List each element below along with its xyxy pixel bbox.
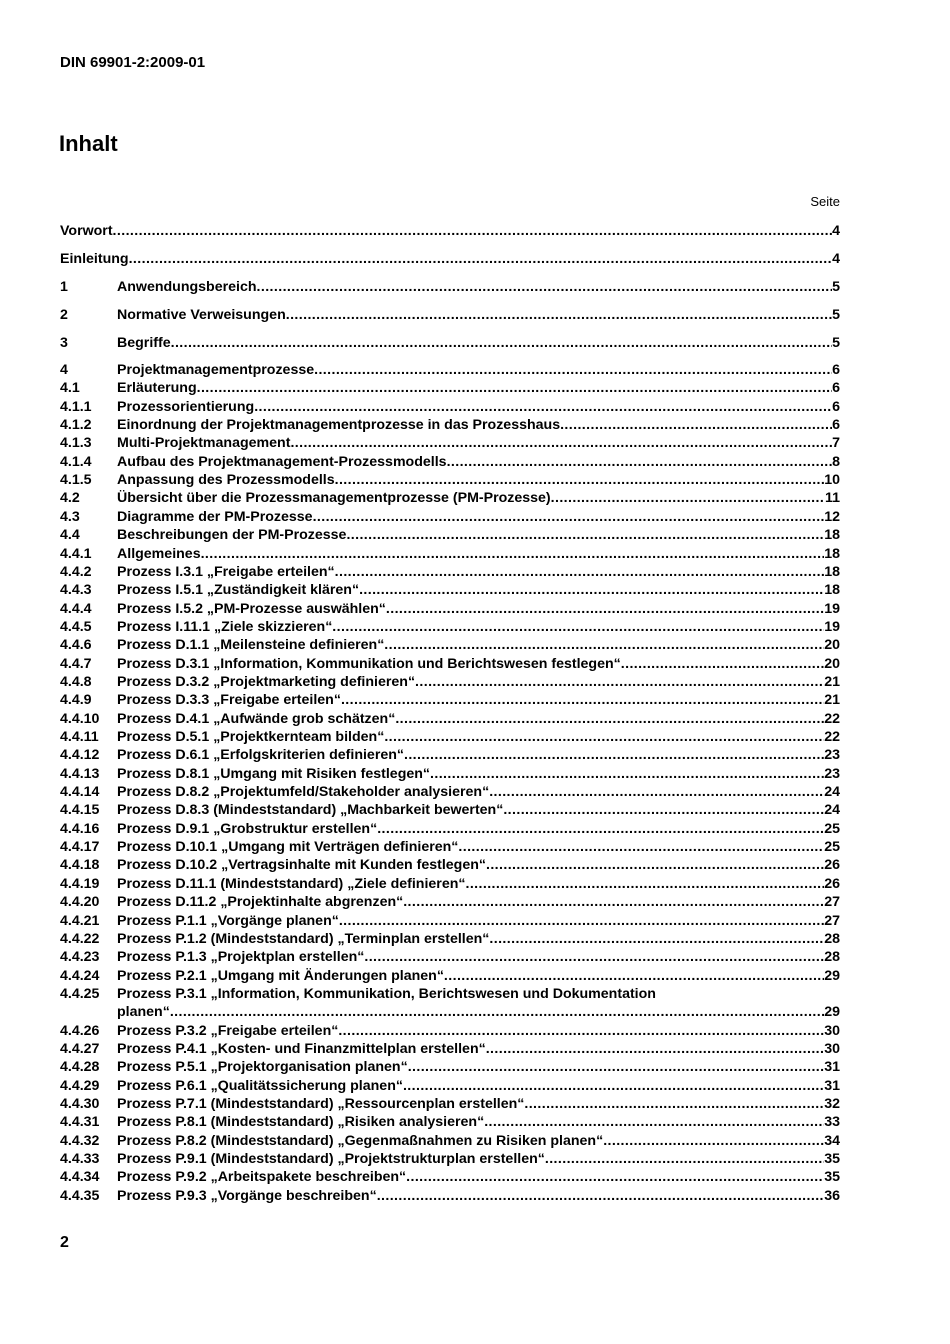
toc-entry[interactable] — [60, 728, 840, 746]
toc-entry[interactable] — [60, 398, 840, 416]
toc-dot-leader — [403, 893, 824, 911]
toc-entry-title: Prozess P.1.1 „Vorgänge planen“ — [117, 912, 339, 929]
toc-entry-number: 4.4.27 — [60, 1040, 100, 1057]
toc-dot-leader — [406, 1168, 824, 1186]
toc-entry-number: 4.2 — [60, 490, 80, 507]
toc-dot-leader — [430, 765, 824, 783]
toc-entry[interactable] — [60, 967, 840, 985]
toc-entry-number: 4.4.3 — [60, 582, 92, 599]
toc-entry-title: Prozess D.10.1 „Umgang mit Verträgen definieren“ — [117, 839, 459, 856]
toc-entry[interactable] — [60, 434, 840, 452]
toc-entry-page: 6 — [832, 380, 840, 397]
toc-dot-leader — [384, 728, 824, 746]
toc-entry-page: 19 — [824, 600, 840, 617]
toc-entry[interactable] — [60, 489, 840, 507]
toc-entry-number: 4.4.28 — [60, 1059, 100, 1076]
toc-entry-page: 7 — [832, 435, 840, 452]
toc-entry[interactable] — [60, 746, 840, 764]
toc-entry-title: Prozess P.1.2 (Mindeststandard) „Terminplan erstellen“ — [117, 930, 490, 947]
toc-entry-title: Prozess D.5.1 „Projektkernteam bilden“ — [117, 729, 385, 745]
toc-entry-page: 18 — [824, 545, 840, 562]
toc-entry[interactable] — [60, 893, 840, 911]
toc-entry[interactable] — [60, 508, 840, 526]
toc-entry-number: 4.4.13 — [60, 765, 100, 782]
toc-entry-page: 8 — [832, 453, 840, 470]
toc-entry-page: 27 — [824, 894, 840, 911]
toc-entry-title: Prozess P.9.2 „Arbeitspakete beschreiben“ — [117, 1169, 407, 1186]
toc-entry-page: 26 — [824, 875, 840, 892]
toc-entry-title: Prozess P.1.3 „Projektplan erstellen“ — [117, 949, 365, 966]
toc-entry-number: 4.4.16 — [60, 820, 100, 837]
toc-dot-leader — [313, 508, 825, 526]
toc-entry-page: 23 — [824, 747, 840, 764]
toc-entry-number: 4.4.18 — [60, 857, 100, 874]
toc-dot-leader — [359, 581, 824, 599]
toc-entry-page: 22 — [824, 729, 840, 745]
toc-entry-page: 22 — [824, 710, 840, 727]
toc-entry-title: Prozess D.6.1 „Erfolgskriterien definieren“ — [117, 747, 404, 764]
toc-entry-page: 19 — [824, 618, 840, 635]
toc-entry[interactable] — [60, 1113, 840, 1131]
toc-entry-number: 4.4.29 — [60, 1077, 100, 1094]
toc-entry-number: 4.3 — [60, 508, 80, 525]
toc-entry-number: 4.4.35 — [60, 1187, 100, 1204]
toc-entry-page: 31 — [824, 1059, 840, 1076]
toc-entry-title: Prozess D.8.1 „Umgang mit Risiken festlegen“ — [117, 765, 431, 782]
page-title: Inhalt — [59, 131, 118, 156]
toc-entry-title: Prozess P.4.1 „Kosten- und Finanzmittelplan erstellen“ — [117, 1040, 486, 1057]
toc-entry-page: 20 — [824, 655, 840, 672]
toc-entry-title: Aufbau des Projektmanagement-Prozessmodells — [117, 453, 447, 470]
toc-entry-number: 4 — [60, 362, 68, 378]
toc-entry[interactable] — [60, 930, 840, 948]
toc-entry-number: 4.4.26 — [60, 1022, 100, 1039]
toc-entry-title: Begriffe — [117, 335, 171, 351]
toc-entry-number: 4.4.9 — [60, 692, 92, 709]
toc-entry-number: 4.4.15 — [60, 802, 100, 819]
toc-entry-page: 18 — [824, 563, 840, 580]
toc-dot-leader — [364, 948, 824, 966]
toc-dot-leader — [335, 563, 825, 581]
toc-dot-leader — [341, 691, 824, 709]
toc-entry-page: 21 — [824, 692, 840, 709]
toc-entry-page: 35 — [824, 1151, 840, 1168]
toc-entry-number: 4.4.11 — [60, 729, 99, 745]
toc-entry-title: Allgemeines — [117, 545, 201, 562]
toc-entry[interactable] — [60, 526, 840, 544]
toc-entry[interactable] — [60, 600, 840, 618]
toc-entry-page: 5 — [832, 335, 840, 351]
toc-entry-number: 4.4.24 — [60, 967, 100, 984]
toc-entry-page: 12 — [824, 508, 840, 525]
toc-dot-leader — [403, 1077, 824, 1095]
toc-entry-title: Anpassung des Prozessmodells — [117, 472, 335, 489]
toc-entry-title: Prozess I.3.1 „Freigabe erteilen“ — [117, 563, 335, 580]
toc-entry-page: 24 — [824, 802, 840, 819]
toc-entry[interactable] — [60, 985, 840, 1003]
toc-entry-title: Prozess D.10.2 „Vertragsinhalte mit Kunden festlegen“ — [117, 857, 486, 874]
toc-dot-leader — [377, 1187, 825, 1205]
toc-entry-page: 29 — [824, 1004, 840, 1021]
toc-entry[interactable] — [60, 453, 840, 471]
toc-entry[interactable] — [60, 691, 840, 709]
page-column-label: Seite — [810, 194, 840, 209]
toc-entry-number: 4.4.10 — [60, 710, 100, 727]
toc-entry-number: 4.4.14 — [60, 784, 100, 801]
toc-entry-title: Erläuterung — [117, 380, 197, 397]
toc-dot-leader — [447, 453, 833, 471]
toc-dot-leader — [621, 655, 824, 673]
toc-entry-title: Projektmanagementprozesse — [117, 362, 315, 378]
toc-entry-title: Prozess I.5.2 „PM-Prozesse auswählen“ — [117, 600, 386, 617]
toc-entry-title: Multi-Projektmanagement — [117, 435, 291, 452]
toc-entry-page: 21 — [824, 673, 840, 690]
toc-entry-title: Prozess P.8.1 (Mindeststandard) „Risiken analysieren“ — [117, 1114, 485, 1131]
toc-dot-leader — [377, 820, 824, 838]
toc-entry-page: 18 — [824, 582, 840, 599]
toc-dot-leader — [551, 489, 825, 507]
toc-entry-number: 4.4.4 — [60, 600, 92, 617]
toc-entry-page: 11 — [825, 490, 840, 507]
toc-entry-title: planen“ — [117, 1004, 170, 1021]
toc-entry[interactable] — [60, 1022, 840, 1040]
toc-entry-title: Prozess D.8.3 (Mindeststandard) „Machbarkeit bewerten“ — [117, 802, 504, 819]
toc-entry-number: 4.4.22 — [60, 930, 100, 947]
toc-dot-leader — [465, 875, 824, 893]
toc-entry-title: Prozess D.8.2 „Projektumfeld/Stakeholder analysieren“ — [117, 784, 490, 801]
toc-entry-number: 2 — [60, 307, 68, 323]
toc-entry[interactable] — [60, 1077, 840, 1095]
toc-entry[interactable] — [60, 636, 840, 654]
toc-entry-page: 23 — [824, 765, 840, 782]
toc-entry[interactable] — [60, 838, 840, 856]
toc-entry[interactable] — [60, 581, 840, 599]
page-number: 2 — [60, 1234, 69, 1251]
toc-dot-leader — [408, 1058, 825, 1076]
toc-entry-title: Prozess P.8.2 (Mindeststandard) „Gegenmaßnahmen zu Risiken planen“ — [117, 1132, 604, 1149]
toc-entry[interactable] — [60, 563, 840, 581]
toc-entry-page: 35 — [824, 1169, 840, 1186]
toc-entry[interactable] — [60, 1095, 840, 1113]
toc-entry-title: Prozess P.3.2 „Freigabe erteilen“ — [117, 1022, 339, 1039]
toc-entry-title: Prozess P.6.1 „Qualitätssicherung planen“ — [117, 1077, 403, 1094]
toc-entry[interactable] — [60, 856, 840, 874]
toc-entry-title: Prozess P.3.1 „Information, Kommunikation, Berichtswesen und Dokumentation — [117, 985, 656, 1002]
toc-entry-title: Prozess D.11.2 „Projektinhalte abgrenzen“ — [117, 894, 404, 911]
toc-entry-title: Prozess P.5.1 „Projektorganisation planen“ — [117, 1059, 408, 1076]
toc-entry-title: Vorwort — [60, 223, 113, 239]
toc-entry-number: 4.1.1 — [60, 398, 92, 415]
toc-entry-page: 34 — [824, 1132, 840, 1149]
toc-entry-number: 4.4.33 — [60, 1151, 100, 1168]
toc-entry[interactable] — [60, 278, 840, 296]
toc-entry-page: 4 — [832, 223, 840, 239]
toc-entry[interactable] — [60, 710, 840, 728]
toc-entry-page: 5 — [832, 279, 840, 295]
toc-dot-leader — [332, 618, 824, 636]
toc-entry[interactable] — [60, 673, 840, 691]
toc-entry-title: Anwendungsbereich — [117, 279, 257, 295]
toc-entry-number: 4.4.6 — [60, 637, 92, 654]
toc-dot-leader — [415, 673, 824, 691]
toc-entry-page: 36 — [824, 1187, 840, 1204]
toc-entry-number: 4.1.4 — [60, 453, 92, 470]
toc-entry-title: Prozess D.4.1 „Aufwände grob schätzen“ — [117, 710, 396, 727]
toc-dot-leader — [524, 1095, 824, 1113]
toc-dot-leader — [201, 545, 825, 563]
toc-entry-title: Prozess I.5.1 „Zuständigkeit klären“ — [117, 582, 360, 599]
toc-entry[interactable] — [60, 306, 840, 324]
toc-entry-number: 4.1.5 — [60, 472, 92, 489]
toc-entry-number: 1 — [60, 279, 68, 295]
toc-entry-number: 4.4.8 — [60, 673, 92, 690]
toc-entry-number: 4.4.25 — [60, 985, 100, 1002]
toc-entry-page: 25 — [824, 839, 840, 856]
toc-entry[interactable] — [60, 379, 840, 397]
toc-entry-page: 10 — [824, 472, 840, 489]
toc-entry-number: 4.4.31 — [60, 1114, 100, 1131]
toc-dot-leader — [489, 783, 824, 801]
toc-entry[interactable] — [60, 801, 840, 819]
toc-entry-title: Beschreibungen der PM-Prozesse — [117, 527, 347, 544]
toc-entry-title: Prozess P.9.3 „Vorgänge beschreiben“ — [117, 1187, 377, 1204]
toc-entry[interactable] — [60, 948, 840, 966]
toc-entry-page: 4 — [832, 251, 840, 267]
toc-entry[interactable] — [60, 1187, 840, 1205]
toc-dot-leader — [170, 1003, 824, 1021]
toc-entry-page: 24 — [824, 784, 840, 801]
toc-entry-page: 26 — [824, 857, 840, 874]
toc-entry-title: Normative Verweisungen — [117, 307, 286, 323]
toc-entry[interactable] — [60, 1132, 840, 1150]
toc-dot-leader — [386, 600, 824, 618]
toc-entry-number: 4.4.21 — [60, 912, 100, 929]
toc-dot-leader — [335, 471, 825, 489]
toc-dot-leader — [286, 306, 832, 324]
toc-dot-leader — [486, 856, 824, 874]
toc-dot-leader — [197, 379, 832, 397]
toc-dot-leader — [404, 746, 824, 764]
toc-entry-number: 4.1 — [60, 380, 80, 397]
toc-entry[interactable] — [60, 765, 840, 783]
toc-entry-number: 4.4.12 — [60, 747, 100, 764]
toc-entry[interactable] — [60, 1168, 840, 1186]
toc-dot-leader — [484, 1113, 824, 1131]
toc-dot-leader — [384, 636, 824, 654]
toc-entry-number: 4.1.2 — [60, 417, 92, 434]
toc-dot-leader — [395, 710, 824, 728]
toc-entry-number: 4.4.20 — [60, 894, 100, 911]
toc-dot-leader — [113, 222, 833, 240]
toc-entry-number: 4.4 — [60, 527, 80, 544]
toc-entry[interactable] — [60, 250, 840, 268]
toc-entry-title: Prozess D.3.2 „Projektmarketing definieren“ — [117, 673, 416, 690]
toc-entry-page: 29 — [824, 967, 840, 984]
toc-dot-leader — [346, 526, 824, 544]
toc-entry-page: 20 — [824, 637, 840, 654]
toc-entry[interactable] — [60, 222, 840, 240]
toc-entry-title: Prozess D.9.1 „Grobstruktur erstellen“ — [117, 820, 378, 837]
toc-entry-number: 4.4.1 — [60, 545, 92, 562]
toc-entry-title: Prozessorientierung — [117, 398, 255, 415]
toc-entry-title: Prozess D.1.1 „Meilensteine definieren“ — [117, 637, 385, 654]
toc-entry[interactable] — [60, 1003, 840, 1021]
toc-dot-leader — [560, 416, 832, 434]
toc-dot-leader — [339, 912, 824, 930]
toc-entry[interactable] — [60, 334, 840, 352]
toc-entry[interactable] — [60, 875, 840, 893]
toc-entry-number: 4.4.19 — [60, 875, 100, 892]
toc-entry-page: 6 — [832, 417, 840, 434]
toc-entry-number: 4.4.5 — [60, 618, 92, 635]
toc-entry-title: Prozess P.2.1 „Umgang mit Änderungen planen“ — [117, 967, 444, 984]
toc-dot-leader — [489, 930, 824, 948]
toc-dot-leader — [314, 361, 832, 379]
toc-entry-number: 4.4.2 — [60, 563, 92, 580]
toc-entry-page: 31 — [824, 1077, 840, 1094]
toc-dot-leader — [545, 1150, 824, 1168]
toc-entry-page: 30 — [824, 1040, 840, 1057]
toc-entry[interactable] — [60, 912, 840, 930]
toc-entry-title: Diagramme der PM-Prozesse — [117, 508, 313, 525]
toc-entry[interactable] — [60, 471, 840, 489]
toc-entry-number: 4.4.17 — [60, 839, 100, 856]
toc-entry[interactable] — [60, 545, 840, 563]
toc-entry[interactable] — [60, 783, 840, 801]
toc-entry-number: 4.4.7 — [60, 655, 92, 672]
toc-entry[interactable] — [60, 1058, 840, 1076]
toc-entry[interactable] — [60, 618, 840, 636]
toc-entry-page: 6 — [832, 362, 840, 378]
toc-entry[interactable] — [60, 1040, 840, 1058]
toc-dot-leader — [338, 1022, 824, 1040]
toc-entry-number: 4.4.32 — [60, 1132, 100, 1149]
toc-entry-number: 4.4.34 — [60, 1169, 100, 1186]
toc-dot-leader — [290, 434, 832, 452]
toc-dot-leader — [129, 250, 833, 268]
toc-dot-leader — [171, 334, 833, 352]
toc-entry-title: Prozess P.7.1 (Mindeststandard) „Ressourcenplan erstellen“ — [117, 1096, 525, 1112]
toc-entry[interactable] — [60, 416, 840, 434]
toc-entry[interactable] — [60, 655, 840, 673]
toc-entry-title: Übersicht über die Prozessmanagementprozesse (PM-Prozesse) — [117, 490, 551, 507]
toc-entry[interactable] — [60, 820, 840, 838]
toc-entry[interactable] — [60, 361, 840, 379]
toc-entry-title: Prozess D.3.3 „Freigabe erteilen“ — [117, 692, 341, 709]
toc-entry-page: 5 — [832, 307, 840, 323]
toc-dot-leader — [458, 838, 824, 856]
toc-entry-title: Prozess P.9.1 (Mindeststandard) „Projektstrukturplan erstellen“ — [117, 1151, 545, 1168]
toc-entry-page: 30 — [824, 1022, 840, 1039]
toc-entry-title: Einordnung der Projektmanagementprozesse in das Prozesshaus — [117, 417, 561, 434]
toc-entry-page: 27 — [824, 912, 840, 929]
toc-entry-number: 3 — [60, 335, 68, 351]
toc-entry[interactable] — [60, 1150, 840, 1168]
toc-entry-page: 28 — [824, 949, 840, 966]
toc-entry-page: 25 — [824, 820, 840, 837]
toc-entry-title: Prozess I.11.1 „Ziele skizzieren“ — [117, 618, 333, 635]
toc-entry-page: 18 — [824, 527, 840, 544]
document-id: DIN 69901-2:2009-01 — [60, 54, 206, 71]
toc-entry-number: 4.1.3 — [60, 435, 92, 452]
toc-dot-leader — [486, 1040, 825, 1058]
toc-entry-title: Prozess D.11.1 (Mindeststandard) „Ziele definieren“ — [117, 875, 466, 892]
toc-dot-leader — [254, 398, 832, 416]
toc-entry-page: 32 — [824, 1096, 840, 1112]
toc-dot-leader — [257, 278, 833, 296]
toc-entry-page: 6 — [832, 398, 840, 415]
toc-dot-leader — [603, 1132, 824, 1150]
toc-entry-number: 4.4.30 — [60, 1096, 100, 1112]
toc-entry-page: 33 — [824, 1114, 840, 1131]
toc-entry-number: 4.4.23 — [60, 949, 100, 966]
toc-entry-page: 28 — [824, 930, 840, 947]
toc-entry-title: Prozess D.3.1 „Information, Kommunikation und Berichtswesen festlegen“ — [117, 655, 621, 672]
toc-dot-leader — [444, 967, 824, 985]
toc-dot-leader — [503, 801, 824, 819]
toc-entry-title: Einleitung — [60, 251, 129, 267]
